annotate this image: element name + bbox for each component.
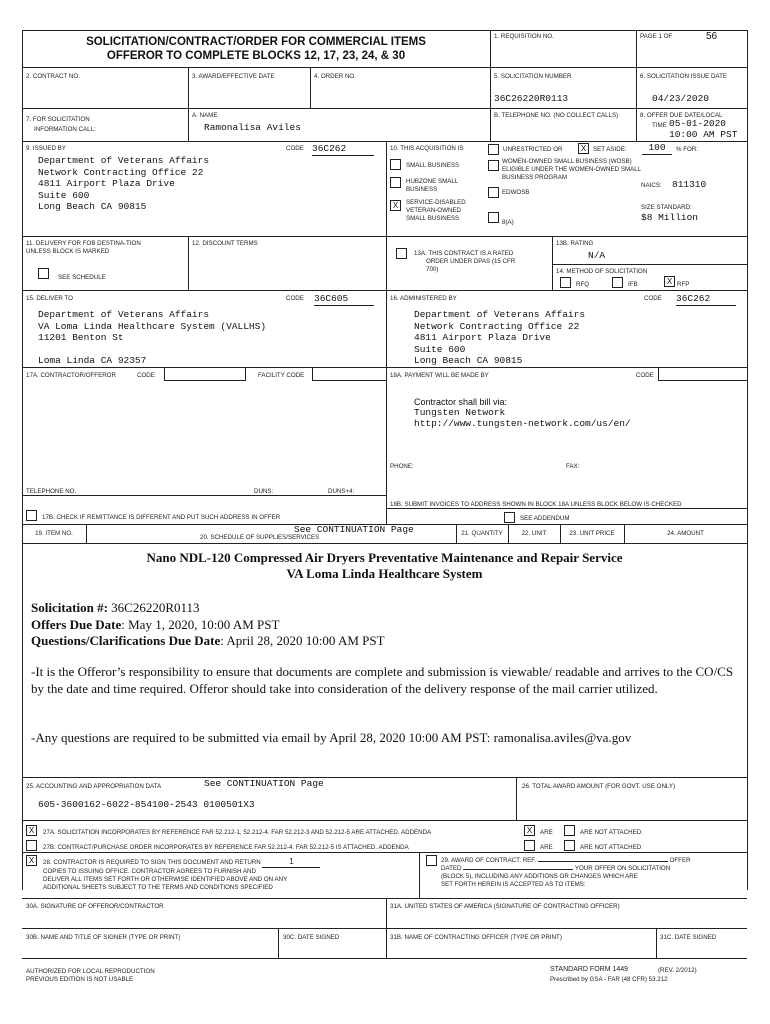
29-dated: DATED xyxy=(441,865,462,872)
info-call-label-1: 7. FOR SOLICITATION xyxy=(26,116,90,123)
small-business-label: SMALL BUSINESS xyxy=(406,162,460,169)
officer-name-label: 31B. NAME OF CONTRACTING OFFICER (TYPE OR PRINT) xyxy=(390,934,562,941)
eight-a-checkbox[interactable] xyxy=(488,212,499,223)
edwosb-checkbox[interactable] xyxy=(488,187,499,198)
administered-by-address: Department of Veterans Affairs Network Contracting Office 22 4811 Airport Plaza Drive Suite 600 Long Beach CA 90815 xyxy=(414,309,586,366)
solicitation-value: 36C26220R0113 xyxy=(107,600,200,615)
payment-code-field[interactable] xyxy=(658,368,747,381)
27b-are-label: ARE xyxy=(540,844,553,851)
see-addendum-checkbox[interactable] xyxy=(504,512,515,523)
29-dated-field[interactable] xyxy=(463,869,573,870)
rfq-checkbox[interactable] xyxy=(560,277,571,288)
telephone-no-label: TELEPHONE NO. xyxy=(26,488,77,495)
see-schedule-label: SEE SCHEDULE xyxy=(58,274,106,281)
28-text xyxy=(43,857,320,891)
unit-header: 22. UNIT xyxy=(521,530,547,537)
size-standard-label: SIZE STANDARD: xyxy=(641,204,692,211)
form-title-line1: SOLICITATION/CONTRACT/ORDER FOR COMMERCIAL ITEMS xyxy=(86,36,426,48)
issue-date: 04/23/2020 xyxy=(652,93,710,104)
offer-due-date: 05-01-2020 xyxy=(669,118,727,129)
offers-due-value: : May 1, 2020, 10:00 AM PST xyxy=(121,616,280,632)
27a-text: 27A. SOLICITATION INCORPORATES BY REFERENCE FAR 52.212-1, 52.212-4. FAR 52.212-3 AND 52.212-5 ARE ATTACHED. ADDENDA xyxy=(43,829,432,836)
contract-no-label: 2. CONTRACT NO. xyxy=(26,73,80,80)
issued-code-label: CODE xyxy=(286,145,304,152)
percent-for-label: % FOR: xyxy=(676,146,699,153)
acquisition-label: 10. THIS ACQUISITION IS xyxy=(390,145,464,152)
time-label: TIME xyxy=(652,122,667,129)
footer-previous-edition: PREVIOUS EDITION IS NOT USABLE xyxy=(26,976,134,983)
rfp-checkbox[interactable]: X xyxy=(664,276,675,287)
facility-code-label: FACILITY CODE xyxy=(258,372,305,379)
hubzone-checkbox[interactable] xyxy=(390,177,401,188)
deliver-to-label: 15. DELIVER TO xyxy=(26,295,73,302)
remittance-checkbox[interactable] xyxy=(26,510,37,521)
27b-checkbox[interactable] xyxy=(26,840,37,851)
solicitation-number: 36C26220R0113 xyxy=(494,93,569,104)
sdvosb-checkbox[interactable]: X xyxy=(390,200,401,211)
size-standard: $8 Million xyxy=(641,212,699,223)
rfp-label: RFP xyxy=(677,281,690,288)
27a-not-attached-checkbox[interactable] xyxy=(564,825,575,836)
admin-code: 36C262 xyxy=(676,293,736,306)
offeror-responsibility-text: -It is the Offeror’s responsibility to ensure that documents are complete and submission is viewable/ readable and arrives to the CO/CS by the date and time required. Offeror should take into consideration of the delivery response of the mail carrier utilized. xyxy=(31,664,734,696)
administered-by-label: 16. ADMINISTERED BY xyxy=(390,295,457,302)
offers-due-line xyxy=(31,617,385,634)
payment-code-label: CODE xyxy=(636,372,654,379)
issue-date-label: 6. SOLICITATION ISSUE DATE xyxy=(640,73,727,80)
rated-order-checkbox[interactable] xyxy=(396,248,407,259)
officer-date-label: 31C. DATE SIGNED xyxy=(660,934,717,941)
remittance-label: 17B. CHECK IF REMITTANCE IS DIFFERENT AND PUT SUCH ADDRESS IN OFFER xyxy=(42,514,281,521)
form-revision: (REV. 2/2012) xyxy=(658,967,697,974)
set-aside-checkbox[interactable]: X xyxy=(578,143,589,154)
discount-terms-label: 12. DISCOUNT TERMS xyxy=(192,240,258,247)
27a-are-label: ARE xyxy=(540,829,553,836)
29-ref-field[interactable] xyxy=(538,861,668,862)
contractor-code-label: CODE xyxy=(137,372,155,379)
questions-due-line xyxy=(31,633,385,650)
facility-code-field[interactable] xyxy=(312,368,387,381)
offer-due-time: 10:00 AM PST xyxy=(669,129,738,140)
amount-header: 24. AMOUNT xyxy=(667,530,704,537)
requisition-label: 1. REQUISITION NO. xyxy=(494,33,554,40)
total-award-label: 26. TOTAL AWARD AMOUNT (FOR GOVT. USE ONLY) xyxy=(522,783,676,790)
28-line1: 28. CONTRACTOR IS REQUIRED TO SIGN THIS DOCUMENT AND RETURN xyxy=(43,859,261,866)
sdvosb-label: SERVICE-DISABLED VETERAN-OWNED SMALL BUSINESS xyxy=(406,199,466,222)
29-checkbox[interactable] xyxy=(426,855,437,866)
accounting-continuation: See CONTINUATION Page xyxy=(204,778,324,789)
bill-via-text: Contractor shall bill via: xyxy=(414,397,508,407)
submit-invoices-label: 18B. SUBMIT INVOICES TO ADDRESS SHOWN IN BLOCK 18A UNLESS BLOCK BELOW IS CHECKED xyxy=(390,501,682,508)
accounting-label: 25. ACCOUNTING AND APPROPRIATION DATA xyxy=(26,783,162,790)
see-addendum-label: SEE ADDENDUM xyxy=(520,515,570,522)
signature-offeror-label: 30A. SIGNATURE OF OFFEROR/CONTRACTOR xyxy=(26,903,164,910)
payment-label: 18A. PAYMENT WILL BE MADE BY xyxy=(390,372,489,379)
contractor-label: 17A. CONTRACTOR/OFFEROR xyxy=(26,372,116,379)
form-title xyxy=(22,35,490,63)
form-title-line2: OFFEROR TO COMPLETE BLOCKS 12, 17, 23, 24, & 30 xyxy=(106,50,406,62)
27b-text: 27B. CONTRACT/PURCHASE ORDER INCORPORATES BY REFERENCE FAR 52.212-4. FAR 52.212-5 IS ATTACHED. ADDENDA xyxy=(43,844,409,851)
naics-code: 811310 xyxy=(672,179,707,190)
ifb-label: IFB xyxy=(628,281,638,288)
29-text xyxy=(441,857,741,865)
questions-due-value: : April 28, 2020 10:00 AM PST xyxy=(220,633,385,648)
28-line2: COPIES TO ISSUING OFFICE. CONTRACTOR AGREES TO FURNISH AND xyxy=(43,868,256,875)
solicitation-label: Solicitation #: xyxy=(31,600,108,615)
deliver-to-address: Department of Veterans Affairs VA Loma Linda Healthcare System (VALLHS) 11201 Benton St Loma Linda CA 92357 xyxy=(38,309,267,366)
small-business-checkbox[interactable] xyxy=(390,159,401,170)
27b-are-checkbox[interactable] xyxy=(524,840,535,851)
offer-due-label: 8. OFFER DUE DATE/LOCAL xyxy=(640,112,723,119)
questions-due-label: Questions/Clarifications Due Date xyxy=(31,633,221,648)
standard-form: STANDARD FORM 1449 xyxy=(550,966,629,973)
rfq-label: RFQ xyxy=(576,281,590,288)
rating-label: 13B. RATING xyxy=(556,240,594,247)
28-checkbox[interactable]: X xyxy=(26,855,37,866)
contractor-code-field[interactable] xyxy=(164,368,246,381)
28-line4: ADDITIONAL SHEETS SUBJECT TO THE TERMS AND CONDITIONS SPECIFIED xyxy=(43,883,273,891)
hubzone-label: HUBZONE SMALL BUSINESS xyxy=(406,178,459,193)
name-label: A. NAME xyxy=(192,112,218,119)
issued-by-address: Department of Veterans Affairs Network Contracting Office 22 4811 Airport Plaza Drive Suite 600 Long Beach CA 90815 xyxy=(38,155,210,212)
schedule-header: 20. SCHEDULE OF SUPPLIES/SERVICES xyxy=(200,534,320,541)
deliver-code: 36C605 xyxy=(314,293,374,306)
page-total: 56 xyxy=(706,31,718,42)
see-schedule-checkbox[interactable] xyxy=(38,268,49,279)
unrestricted-checkbox[interactable] xyxy=(488,144,499,155)
offers-due-label: Offers Due Date xyxy=(31,616,122,632)
footer-authorized: AUTHORIZED FOR LOCAL REPRODUCTION xyxy=(26,968,155,975)
duns4-label: DUNS+4: xyxy=(328,488,355,495)
accounting-data: 605-3600162-6022-854100-2543 0100501X3 xyxy=(38,799,255,810)
duns-label: DUNS: xyxy=(254,488,274,495)
payment-phone-label: PHONE: xyxy=(390,463,414,470)
27a-checkbox[interactable]: X xyxy=(26,825,37,836)
questions-instruction-text: -Any questions are required to be submitted via email by April 28, 2020 10:00 AM PST: ramonalisa.aviles@va.gov xyxy=(31,730,632,745)
billing-network: Tungsten Network xyxy=(414,407,506,418)
unit-price-header: 23. UNIT PRICE xyxy=(569,530,615,537)
key-dates xyxy=(31,600,385,650)
offeror-date-label: 30C. DATE SIGNED xyxy=(283,934,340,941)
27a-are-checkbox[interactable]: X xyxy=(524,825,535,836)
schedule-title-line2: VA Loma Linda Healthcare System xyxy=(286,566,483,581)
copies-count: 1 xyxy=(262,857,320,868)
edwosb-label: EDWOSB xyxy=(502,189,530,196)
set-aside-percent: 100 xyxy=(642,142,672,155)
29-line2-row xyxy=(441,865,741,873)
prescribed-by: Prescribed by GSA - FAR (48 CFR) 53.212 xyxy=(550,976,668,983)
solicitation-line xyxy=(31,600,385,617)
set-aside-label: SET ASIDE: xyxy=(593,146,627,153)
wosb-label: WOMEN-OWNED SMALL BUSINESS (WOSB) ELIGIBLE UNDER THE WOMEN-OWNED SMALL BUSINESS PROGRAM xyxy=(502,158,641,181)
order-no-label: 4. ORDER NO. xyxy=(314,73,356,80)
payment-fax-label: FAX: xyxy=(566,463,580,470)
deliver-code-label: CODE xyxy=(286,295,304,302)
27b-not-attached-checkbox[interactable] xyxy=(564,840,575,851)
solicitation-number-label: 5. SOLICITATION NUMBER xyxy=(494,73,572,80)
29-line4: SET FORTH HEREIN IS ACCEPTED AS TO ITEMS: xyxy=(441,881,586,888)
admin-code-label: CODE xyxy=(644,295,662,302)
item-no-header: 19. ITEM NO. xyxy=(35,530,73,537)
signature-officer-label: 31A. UNITED STATES OF AMERICA (SIGNATURE OF CONTRACTING OFFICER) xyxy=(390,903,620,910)
29-line1-row xyxy=(441,857,741,865)
29-line1: 29. AWARD OF CONTRACT: REF. xyxy=(441,857,537,864)
29-offer: OFFER xyxy=(669,857,691,864)
28-line3: DELIVER ALL ITEMS SET FORTH OR OTHERWISE IDENTIFIED ABOVE AND ON ANY xyxy=(43,875,288,883)
award-date-label: 3. AWARD/EFFECTIVE DATE xyxy=(192,73,275,80)
method-label: 14. METHOD OF SOLICITATION xyxy=(556,268,648,275)
schedule-continuation: See CONTINUATION Page xyxy=(294,524,414,535)
issued-by-label: 9. ISSUED BY xyxy=(26,145,66,152)
29-line3: (BLOCK 5), INCLUDING ANY ADDITIONS OR CHANGES WHICH ARE xyxy=(441,873,638,880)
wosb-checkbox[interactable] xyxy=(488,160,499,171)
rated-order-label: 13A. THIS CONTRACT IS A RATED ORDER UNDER DPAS (15 CFR 700) xyxy=(414,250,516,273)
schedule-title xyxy=(22,550,747,582)
page-label: PAGE 1 OF xyxy=(640,33,673,40)
signer-name-label: 30B. NAME AND TITLE OF SIGNER (TYPE OR PRINT) xyxy=(26,934,181,941)
29-line2b: YOUR OFFER ON SOLICITATION xyxy=(574,865,671,872)
unrestricted-label: UNRESTRICTED OR xyxy=(503,146,563,153)
info-call-label-2: INFORMATION CALL: xyxy=(34,126,96,133)
issued-code: 36C262 xyxy=(312,143,374,156)
quantity-header: 21. QUANTITY xyxy=(461,530,503,537)
27b-not-attached-label: ARE NOT ATTACHED xyxy=(580,844,642,851)
billing-url[interactable]: http://www.tungsten-network.com/us/en/ xyxy=(414,418,631,429)
delivery-label: 11. DELIVERY FOR FOB DESTINA-TION UNLESS BLOCK IS MARKED xyxy=(26,240,141,255)
rating-value: N/A xyxy=(588,250,606,261)
28-line1-row xyxy=(43,857,320,868)
ifb-checkbox[interactable] xyxy=(612,277,623,288)
eight-a-label: 8(A) xyxy=(502,219,514,226)
schedule-title-line1: Nano NDL-120 Compressed Air Dryers Preventative Maintenance and Repair Service xyxy=(146,550,623,565)
27a-not-attached-label: ARE NOT ATTACHED. xyxy=(580,829,643,836)
naics-label: NAICS: xyxy=(641,182,662,189)
contact-name: Ramonalisa Aviles xyxy=(204,122,301,133)
telephone-label: B. TELEPHONE NO. (NO COLLECT CALLS) xyxy=(494,112,619,119)
